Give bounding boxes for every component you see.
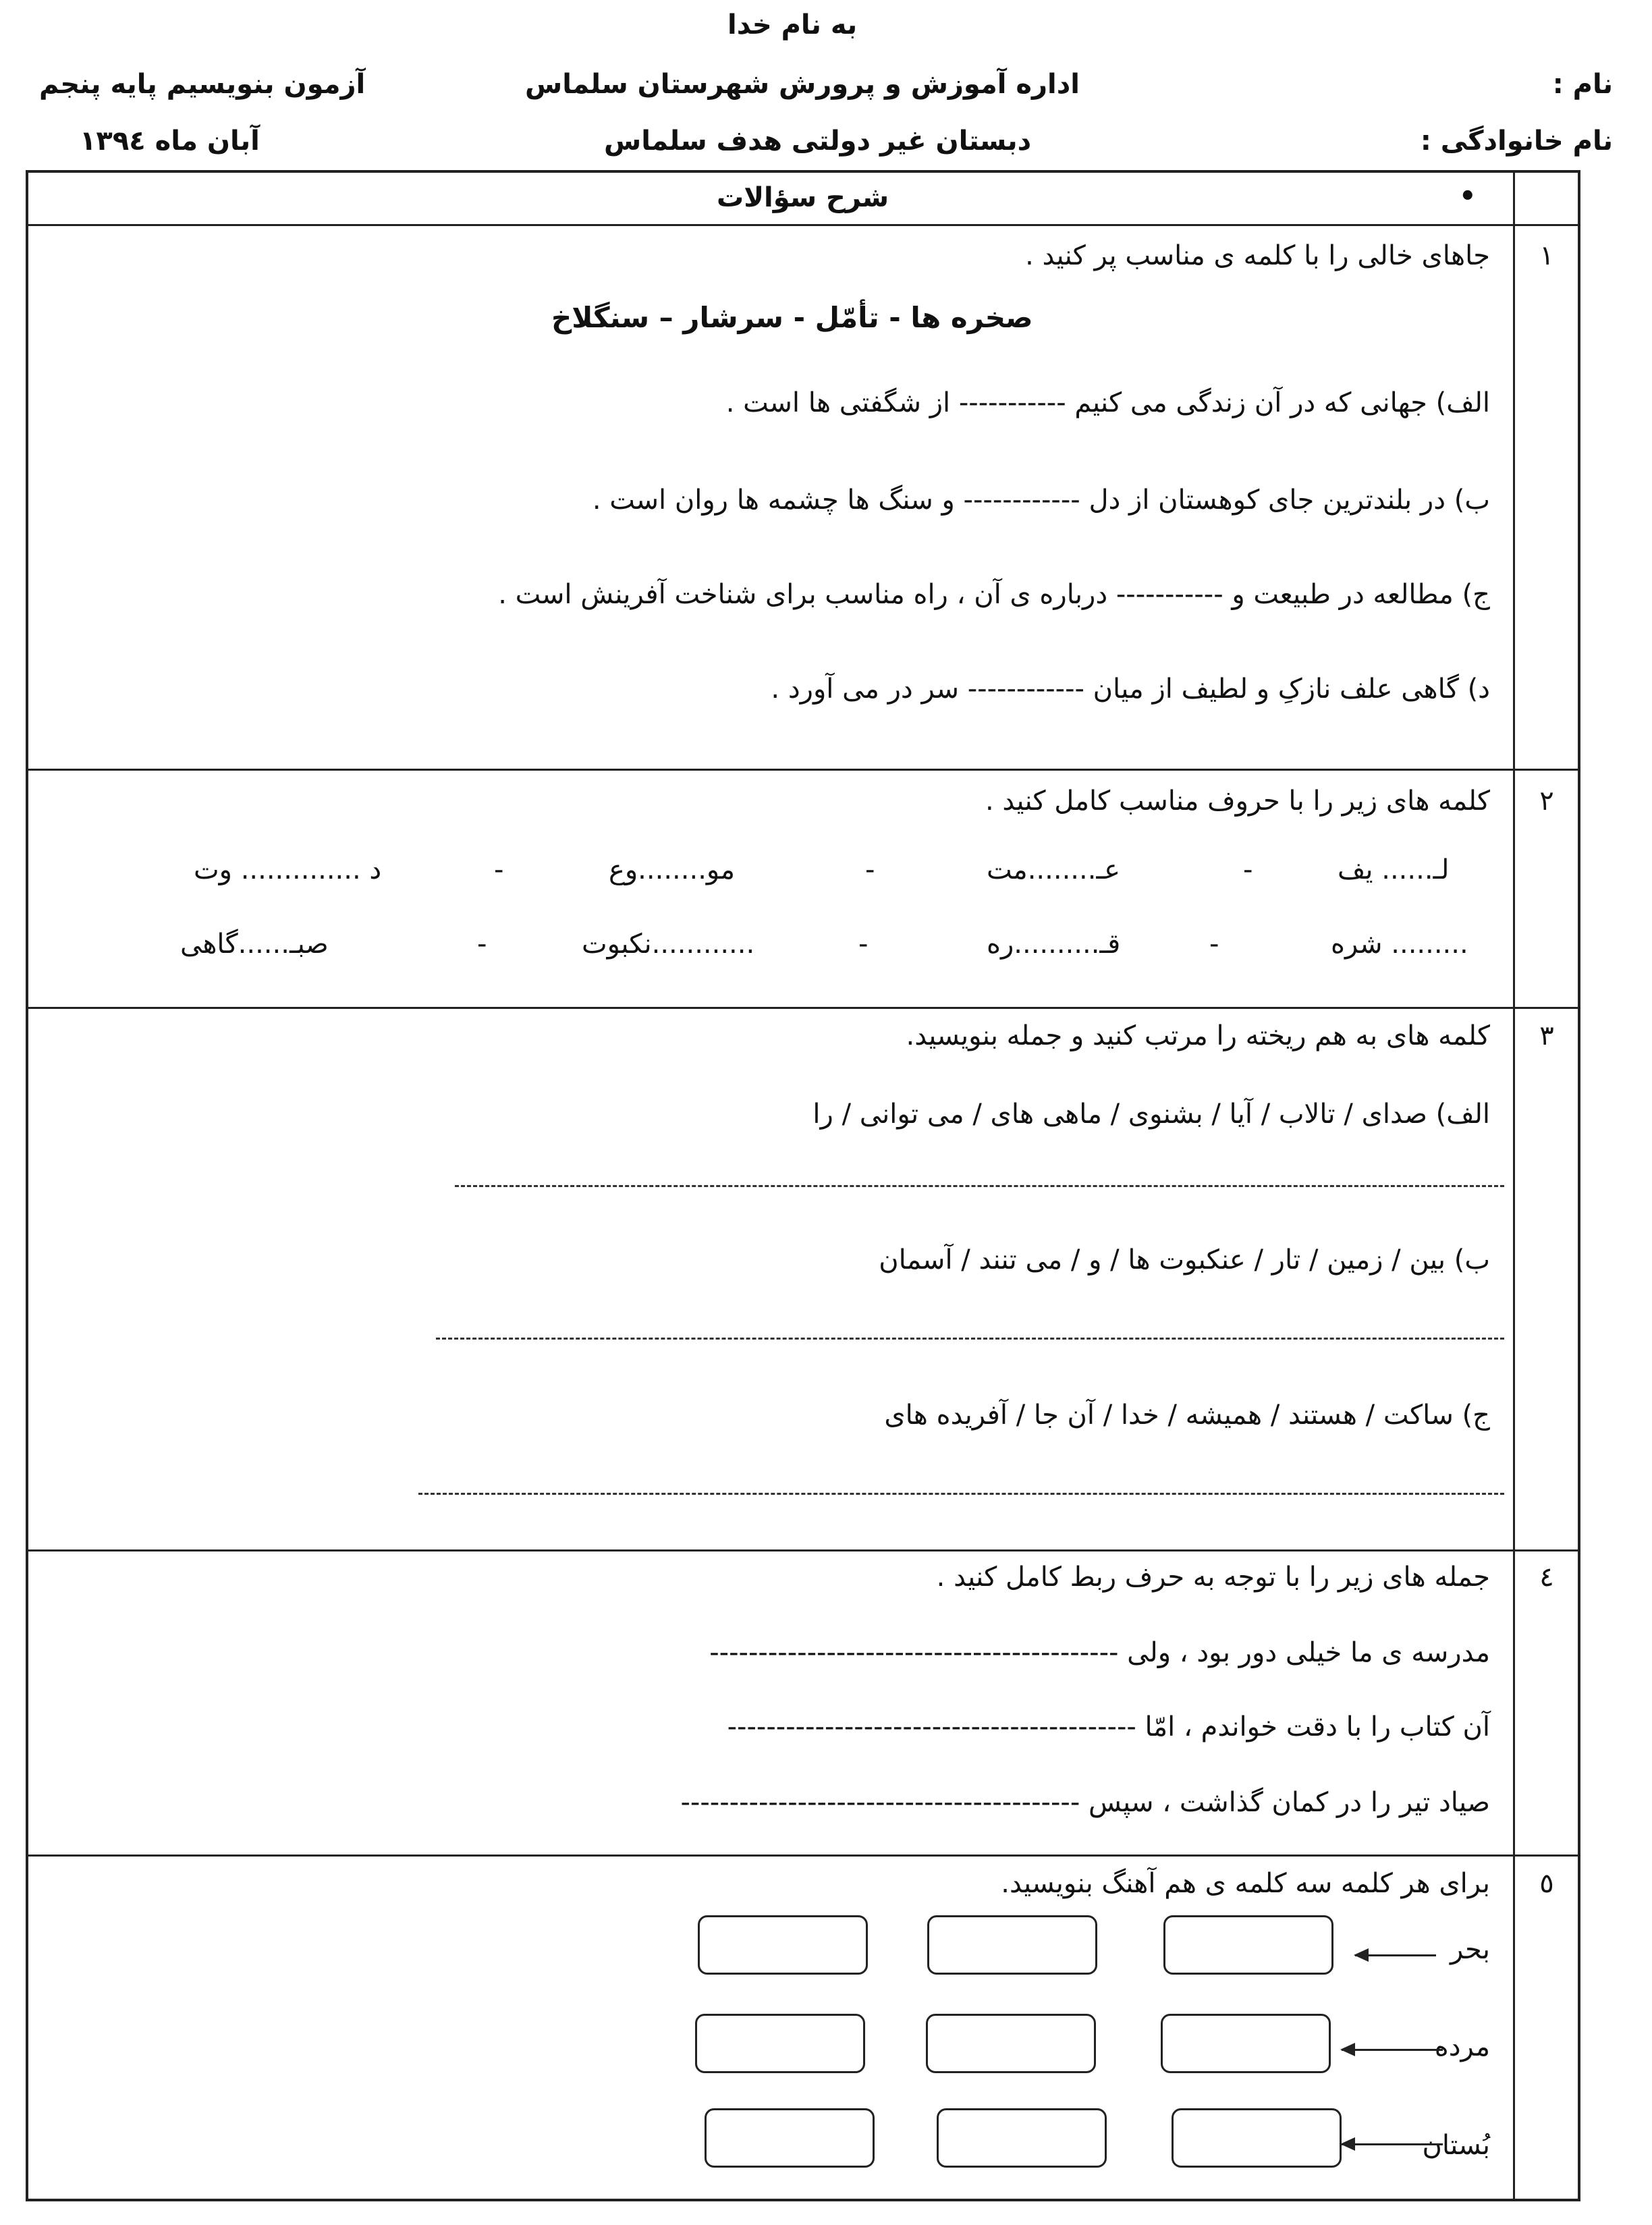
answer-box[interactable] [698,1915,868,1975]
answer-box[interactable] [1172,2108,1342,2168]
name-label: نام : [1552,69,1613,100]
q4-prompt: جمله های زیر را با توجه به حرف ربط کامل کنید . [936,1562,1490,1593]
exam-title: آزمون بنویسیم پایه پنجم [39,69,366,100]
arrow-left-icon [1355,1954,1436,1956]
q2-word-6: قـ..........ره [987,929,1121,960]
q1-prompt: جاهای خالی را با کلمه ی مناسب پر کنید . [1025,240,1490,271]
q3-item-c: ج) ساکت / هستند / همیشه / خدا / آن جا / آفریده های [884,1400,1490,1431]
row-divider [28,224,1578,226]
row-divider [28,769,1578,771]
question-number-3: ٣ [1539,1020,1554,1051]
question-number-5: ٥ [1539,1868,1554,1899]
q2-word-1: لـ...... یف [1338,854,1450,885]
q2-dash: - [494,854,504,885]
q5-word-bahr: بحر [1450,1934,1490,1965]
q4-item-3: صیاد تیر را در کمان گذاشت ، سپس ----------------------------------------- [680,1787,1490,1818]
q1-item-d: د) گاهی علف نازکِ و لطیف از میان ------------ سر در می آورد . [771,674,1490,705]
family-name-label: نام خانوادگی : [1420,126,1613,157]
question-number-2: ٢ [1539,786,1554,817]
q5-prompt: برای هر کلمه سه کلمه ی هم آهنگ بنویسید. [1001,1868,1490,1899]
q2-dash: - [865,854,875,885]
answer-box[interactable] [1163,1915,1333,1975]
q3-item-a: الف) صدای / تالاب / آیا / بشنوی / ماهی های / می توانی / را [813,1099,1490,1130]
q3-answer-line-b[interactable] [436,1338,1504,1340]
q1-item-c: ج) مطالعه در طبیعت و ----------- درباره ی آن ، راه مناسب برای شناخت آفرینش است . [498,579,1490,610]
q2-dash: - [858,929,869,960]
q1-item-b: ب) در بلندترین جای کوهستان از دل ------------ و سنگ ها چشمه ها روان است . [592,485,1490,516]
school-name: دبستان غیر دولتی هدف سلماس [604,126,1032,157]
q5-word-bostan: بُستان [1422,2130,1490,2161]
arrow-left-icon [1342,2143,1443,2145]
q4-item-1: مدرسه ی ما خیلی دور بود ، ولی ------------------------------------------ [709,1637,1490,1668]
q3-answer-line-c[interactable] [418,1493,1504,1495]
q2-dash: - [1209,929,1219,960]
table-heading: شرح سؤالات [717,182,889,213]
row-divider [28,1855,1578,1857]
q3-item-b: ب) بین / زمین / تار / عنکبوت ها / و / می تنند / آسمان [879,1244,1490,1275]
q1-item-a: الف) جهانی که در آن زندگی می کنیم ----------- از شگفتی ها است . [725,387,1490,418]
question-number-4: ٤ [1539,1562,1554,1593]
q2-word-4: د .............. وت [194,854,382,885]
exam-table [26,170,1580,2201]
q1-word-bank: صخره ها - تأمّل - سرشار – سنگلاخ [551,301,1033,334]
q5-word-morde: مرده [1434,2031,1490,2062]
answer-box[interactable] [1161,2014,1331,2073]
row-divider [28,1549,1578,1551]
answer-box[interactable] [695,2014,865,2073]
answer-box[interactable] [937,2108,1107,2168]
question-number-1: ١ [1539,240,1554,271]
q2-dash: - [477,929,487,960]
q2-prompt: کلمه های زیر را با حروف مناسب کامل کنید . [985,786,1490,817]
answer-box[interactable] [705,2108,875,2168]
q2-word-2: عـ........مت [987,854,1121,885]
answer-box[interactable] [926,2014,1096,2073]
q3-answer-line-a[interactable] [455,1185,1504,1187]
answer-box[interactable] [927,1915,1097,1975]
exam-date: آبان ماه ۱۳۹٤ [80,126,260,157]
table-bullet: • [1459,181,1477,212]
q2-word-7: ............نکبوت [582,929,755,960]
q2-word-3: مو........وع [609,854,735,885]
arrow-left-icon [1342,2049,1443,2051]
q4-item-2: آن کتاب را با دقت خواندم ، امّا ------------------------------------------ [727,1711,1490,1742]
department-title: اداره آموزش و پرورش شهرستان سلماس [525,69,1080,100]
q2-word-5: ......... شره [1331,929,1468,960]
q2-dash: - [1243,854,1253,885]
q2-word-8: صبـ......گاهی [180,929,329,960]
row-divider [28,1007,1578,1009]
q3-prompt: کلمه های به هم ریخته را مرتب کنید و جمله بنویسید. [906,1020,1490,1051]
bismillah: به نام خدا [727,9,858,40]
